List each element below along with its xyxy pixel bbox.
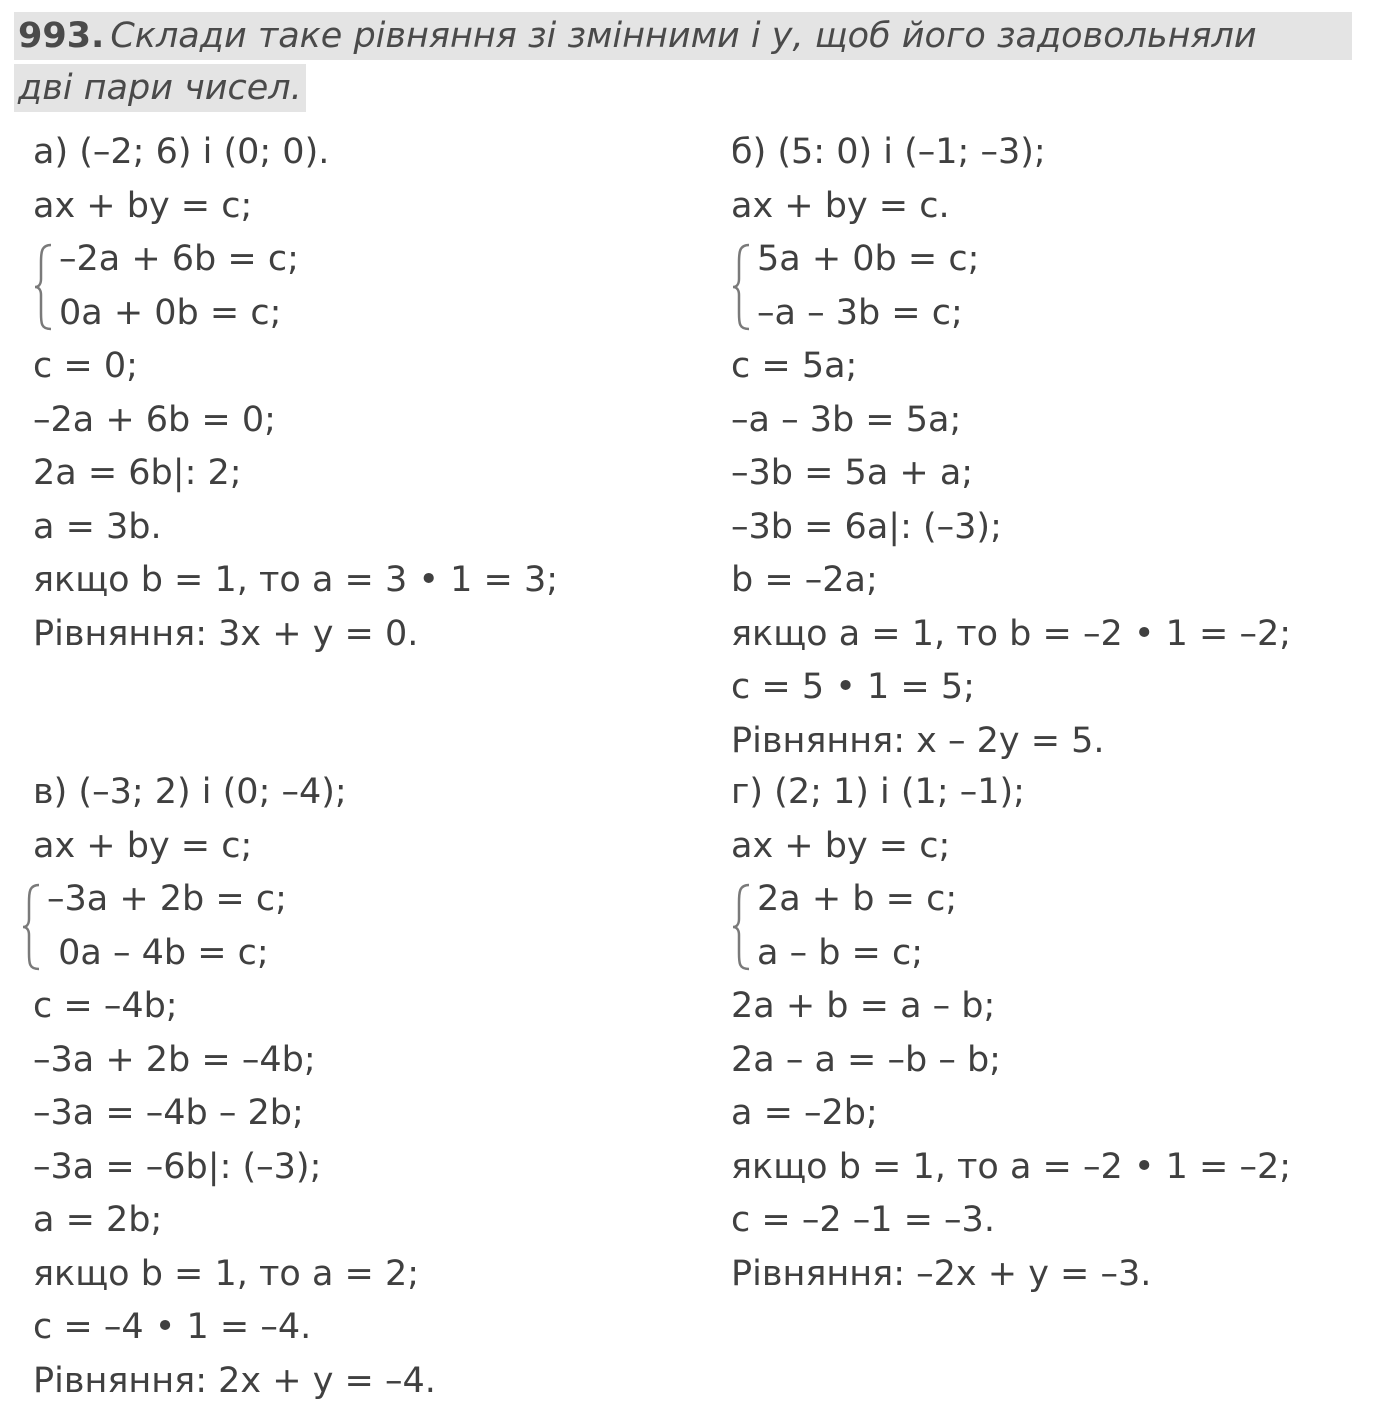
part-b-step: b = –2a; xyxy=(731,560,878,600)
part-a-step: 2a = 6b|: 2; xyxy=(33,453,242,493)
part-v-step: c = –4b; xyxy=(33,986,178,1026)
part-b-title: б) (5: 0) і (–1; –3); xyxy=(731,132,1046,172)
part-v-title: в) (–3; 2) і (0; –4); xyxy=(33,772,347,812)
part-g-system-eq-2: a – b = c; xyxy=(757,932,924,973)
part-g-answer: Рівняння: –2x + y = –3. xyxy=(731,1253,1152,1294)
part-b xyxy=(731,126,1291,768)
task-header xyxy=(14,12,1360,112)
part-b-step: –3b = 5a + a; xyxy=(731,453,974,493)
part-v-system xyxy=(21,873,436,980)
part-a xyxy=(33,126,558,661)
task-statement: Склади таке рівняння зі змінними і у, щоб його задовольняли xyxy=(110,16,1257,56)
part-g xyxy=(731,766,1291,1301)
brace-icon xyxy=(21,883,43,971)
part-v-equation: ax + by = c; xyxy=(33,825,253,866)
part-g-title: г) (2; 1) і (1; –1); xyxy=(731,772,1025,812)
part-g-step: 2a + b = a – b; xyxy=(731,986,996,1026)
part-v-step: c = –4 • 1 = –4. xyxy=(33,1307,312,1347)
part-a-system-eq-2: 0a + 0b = c; xyxy=(59,292,282,333)
part-b-step: c = 5 • 1 = 5; xyxy=(731,667,975,707)
part-a-step: c = 0; xyxy=(33,346,138,386)
task-header-line-1 xyxy=(14,12,1352,60)
part-b-step: якщо a = 1, то b = –2 • 1 = –2; xyxy=(731,613,1292,654)
part-a-step: якщо b = 1, то a = 3 • 1 = 3; xyxy=(33,560,559,600)
part-a-equation: ax + by = c; xyxy=(33,185,253,226)
part-a-answer: Рівняння: 3x + y = 0. xyxy=(33,613,419,654)
part-v-step: –3a + 2b = –4b; xyxy=(33,1039,316,1080)
brace-icon xyxy=(33,243,55,331)
part-a-step: a = 3b. xyxy=(33,506,162,547)
part-v-step: a = 2b; xyxy=(33,1200,163,1240)
part-g-system-eq-1: 2a + b = c; xyxy=(757,879,958,919)
part-a-title: а) (–2; 6) і (0; 0). xyxy=(33,132,330,172)
part-a-system xyxy=(33,233,558,340)
part-b-step: –3b = 6a|: (–3); xyxy=(731,506,1002,547)
part-b-answer: Рівняння: x – 2y = 5. xyxy=(731,720,1105,761)
part-g-system xyxy=(731,873,1291,980)
part-b-step: c = 5a; xyxy=(731,346,858,386)
task-header-line-2: дві пари чисел. xyxy=(14,64,306,112)
part-v-step: якщо b = 1, то a = 2; xyxy=(33,1253,420,1294)
part-b-system-eq-2: –a – 3b = c; xyxy=(757,292,963,333)
part-g-step: c = –2 –1 = –3. xyxy=(731,1200,995,1240)
part-v-system-eq-2: 0a – 4b = c; xyxy=(47,932,269,973)
part-b-system-eq-1: 5a + 0b = c; xyxy=(757,239,980,279)
part-v-answer: Рівняння: 2x + y = –4. xyxy=(33,1360,436,1401)
part-v-step: –3a = –6b|: (–3); xyxy=(33,1146,322,1187)
brace-icon xyxy=(731,243,753,331)
task-number: 993. xyxy=(18,16,105,56)
part-g-step: a = –2b; xyxy=(731,1093,878,1133)
part-a-step: –2a + 6b = 0; xyxy=(33,399,276,440)
brace-icon xyxy=(731,883,753,971)
part-g-step: 2a – a = –b – b; xyxy=(731,1039,1001,1080)
part-v-step: –3a = –4b – 2b; xyxy=(33,1093,304,1133)
part-b-step: –a – 3b = 5a; xyxy=(731,399,962,440)
part-g-step: якщо b = 1, то a = –2 • 1 = –2; xyxy=(731,1146,1292,1187)
part-v-system-eq-1: –3a + 2b = c; xyxy=(47,879,287,919)
part-g-equation: ax + by = c; xyxy=(731,825,951,866)
part-v xyxy=(33,766,436,1408)
part-b-equation: ax + by = c. xyxy=(731,185,950,226)
part-a-system-eq-1: –2a + 6b = c; xyxy=(59,239,299,279)
part-b-system xyxy=(731,233,1291,340)
